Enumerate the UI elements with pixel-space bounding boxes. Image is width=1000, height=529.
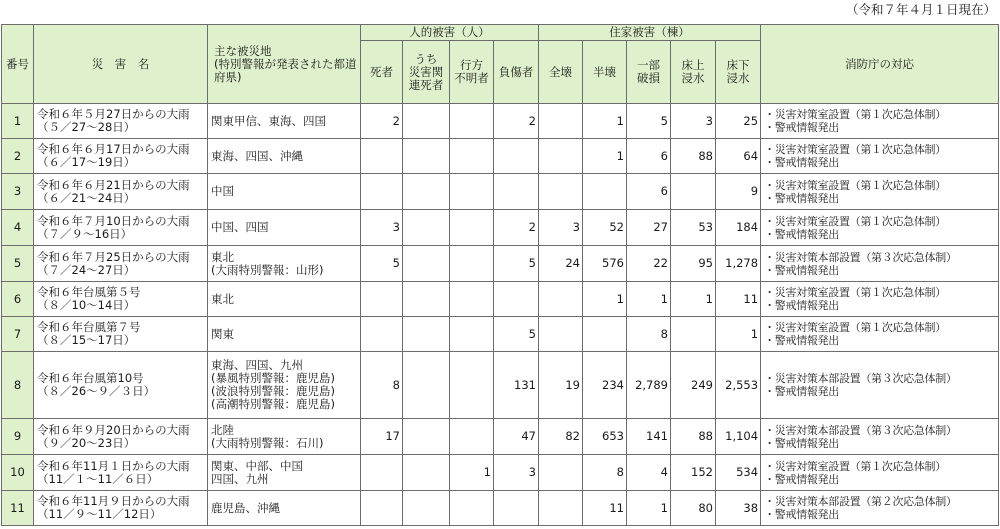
fdma-response: ・災害対策室設置（第１次応急体制） ・警戒情報発出 <box>761 104 999 139</box>
affected-area: 中国 <box>208 174 361 210</box>
missing-count <box>450 317 494 352</box>
header-housing-damage: 住家被害（棟） <box>539 25 761 41</box>
fdma-response: ・災害対策室設置（第１次応急体制） ・警戒情報発出 <box>761 174 999 210</box>
injured-count <box>494 139 539 174</box>
disaster-name: 令和６年５月27日からの大雨 （５／27～28日） <box>34 104 208 139</box>
related-dead-count <box>403 210 450 246</box>
table-row <box>2 246 999 282</box>
partial-damage-count: 27 <box>627 210 671 246</box>
above-floor-flood-count: 95 <box>671 246 716 282</box>
row-number: 5 <box>2 246 34 282</box>
injured-count: 2 <box>494 104 539 139</box>
affected-area: 北陸 (大雨特別警報：石川) <box>208 419 361 455</box>
missing-count <box>450 210 494 246</box>
injured-count <box>494 282 539 317</box>
dead-count <box>361 139 403 174</box>
row-number: 1 <box>2 104 34 139</box>
missing-count <box>450 104 494 139</box>
disaster-name: 令和６年台風第７号 （８／15～17日） <box>34 317 208 352</box>
above-floor-flood-count: 88 <box>671 419 716 455</box>
related-dead-count <box>403 139 450 174</box>
header-missing: 行方 不明者 <box>450 41 494 104</box>
below-floor-flood-count: 2,553 <box>716 352 761 419</box>
disaster-name: 令和６年７月10日からの大雨 （７／９～16日） <box>34 210 208 246</box>
half-destroyed-count: 1 <box>583 282 627 317</box>
row-number: 8 <box>2 352 34 419</box>
fdma-response: ・災害対策室設置（第１次応急体制） ・警戒情報発出 <box>761 282 999 317</box>
dead-count: 5 <box>361 246 403 282</box>
related-dead-count <box>403 246 450 282</box>
fdma-response: ・災害対策本部設置（第２次応急体制） ・警戒情報発出 <box>761 491 999 526</box>
half-destroyed-count: 234 <box>583 352 627 419</box>
above-floor-flood-count: 3 <box>671 104 716 139</box>
below-floor-flood-count: 184 <box>716 210 761 246</box>
header-below-floor: 床下 浸水 <box>716 41 761 104</box>
affected-area: 中国、四国 <box>208 210 361 246</box>
affected-area: 関東甲信、東海、四国 <box>208 104 361 139</box>
half-destroyed-count: 11 <box>583 491 627 526</box>
partial-damage-count: 22 <box>627 246 671 282</box>
partial-damage-count: 5 <box>627 104 671 139</box>
partial-damage-count: 2,789 <box>627 352 671 419</box>
injured-count <box>494 174 539 210</box>
affected-area: 鹿児島、沖縄 <box>208 491 361 526</box>
above-floor-flood-count: 249 <box>671 352 716 419</box>
row-number: 10 <box>2 455 34 491</box>
row-number: 9 <box>2 419 34 455</box>
disaster-name: 令和６年台風第10号 （８／26～９／３日） <box>34 352 208 419</box>
affected-area: 関東 <box>208 317 361 352</box>
table-row <box>2 282 999 317</box>
above-floor-flood-count: 1 <box>671 282 716 317</box>
injured-count: 5 <box>494 246 539 282</box>
dead-count <box>361 282 403 317</box>
injured-count: 131 <box>494 352 539 419</box>
above-floor-flood-count: 80 <box>671 491 716 526</box>
table-row <box>2 455 999 491</box>
row-number: 2 <box>2 139 34 174</box>
missing-count <box>450 174 494 210</box>
below-floor-flood-count: 11 <box>716 282 761 317</box>
fdma-response: ・災害対策室設置（第１次応急体制） ・警戒情報発出 <box>761 455 999 491</box>
fdma-response: ・災害対策本部設置（第３次応急体制） ・警戒情報発出 <box>761 352 999 419</box>
below-floor-flood-count: 1,278 <box>716 246 761 282</box>
dead-count <box>361 317 403 352</box>
missing-count <box>450 139 494 174</box>
fdma-response: ・災害対策本部設置（第３次応急体制） ・警戒情報発出 <box>761 246 999 282</box>
related-dead-count <box>403 174 450 210</box>
partial-damage-count: 1 <box>627 282 671 317</box>
partial-damage-count: 141 <box>627 419 671 455</box>
below-floor-flood-count: 38 <box>716 491 761 526</box>
fully-destroyed-count: 82 <box>539 419 583 455</box>
below-floor-flood-count: 25 <box>716 104 761 139</box>
injured-count: 5 <box>494 317 539 352</box>
fully-destroyed-count <box>539 139 583 174</box>
disaster-name: 令和６年11月１日からの大雨 （11／１～11／６日） <box>34 455 208 491</box>
header-no: 番号 <box>2 25 34 104</box>
affected-area: 東海、四国、沖縄 <box>208 139 361 174</box>
dead-count: 2 <box>361 104 403 139</box>
half-destroyed-count: 52 <box>583 210 627 246</box>
above-floor-flood-count <box>671 174 716 210</box>
dead-count <box>361 455 403 491</box>
fully-destroyed-count <box>539 104 583 139</box>
half-destroyed-count: 1 <box>583 139 627 174</box>
fully-destroyed-count <box>539 174 583 210</box>
missing-count <box>450 491 494 526</box>
related-dead-count <box>403 352 450 419</box>
header-related-dead: うち 災害関 連死者 <box>403 41 450 104</box>
disaster-name: 令和６年６月21日からの大雨 （６／21～24日） <box>34 174 208 210</box>
header-dead: 死者 <box>361 41 403 104</box>
header-human-damage: 人的被害（人） <box>361 25 539 41</box>
affected-area: 東海、四国、九州 (暴風特別警報：鹿児島) (波浪特別警報：鹿児島) (高潮特別警報：鹿児島) <box>208 352 361 419</box>
table-row <box>2 210 999 246</box>
missing-count <box>450 246 494 282</box>
above-floor-flood-count: 152 <box>671 455 716 491</box>
below-floor-flood-count: 9 <box>716 174 761 210</box>
half-destroyed-count: 576 <box>583 246 627 282</box>
disaster-name: 令和６年７月25日からの大雨 （７／24～27日） <box>34 246 208 282</box>
disaster-name: 令和６年台風第５号 （８／10～14日） <box>34 282 208 317</box>
partial-damage-count: 6 <box>627 174 671 210</box>
fully-destroyed-count <box>539 317 583 352</box>
half-destroyed-count: 1 <box>583 104 627 139</box>
affected-area: 東北 (大雨特別警報：山形) <box>208 246 361 282</box>
fdma-response: ・災害対策室設置（第１次応急体制） ・警戒情報発出 <box>761 317 999 352</box>
header-half-destroyed: 半壊 <box>583 41 627 104</box>
partial-damage-count: 1 <box>627 491 671 526</box>
above-floor-flood-count: 88 <box>671 139 716 174</box>
header-full-destroyed: 全壊 <box>539 41 583 104</box>
related-dead-count <box>403 282 450 317</box>
partial-damage-count: 6 <box>627 139 671 174</box>
header-above-floor: 床上 浸水 <box>671 41 716 104</box>
below-floor-flood-count: 64 <box>716 139 761 174</box>
dead-count: 3 <box>361 210 403 246</box>
fdma-response: ・災害対策室設置（第１次応急体制） ・警戒情報発出 <box>761 139 999 174</box>
dead-count: 8 <box>361 352 403 419</box>
half-destroyed-count <box>583 174 627 210</box>
below-floor-flood-count: 1 <box>716 317 761 352</box>
injured-count <box>494 491 539 526</box>
table-row <box>2 317 999 352</box>
disaster-name: 令和６年６月17日からの大雨 （６／17～19日） <box>34 139 208 174</box>
header-injured: 負傷者 <box>494 41 539 104</box>
above-floor-flood-count <box>671 317 716 352</box>
dead-count <box>361 174 403 210</box>
disaster-name: 令和６年９月20日からの大雨 （９／20～23日） <box>34 419 208 455</box>
row-number: 11 <box>2 491 34 526</box>
related-dead-count <box>403 104 450 139</box>
injured-count: 2 <box>494 210 539 246</box>
related-dead-count <box>403 491 450 526</box>
partial-damage-count: 4 <box>627 455 671 491</box>
row-number: 3 <box>2 174 34 210</box>
half-destroyed-count: 8 <box>583 455 627 491</box>
related-dead-count <box>403 419 450 455</box>
dead-count: 17 <box>361 419 403 455</box>
row-number: 6 <box>2 282 34 317</box>
fully-destroyed-count <box>539 282 583 317</box>
related-dead-count <box>403 317 450 352</box>
missing-count <box>450 352 494 419</box>
table-row <box>2 139 999 174</box>
affected-area: 関東、中部、中国 四国、九州 <box>208 455 361 491</box>
fdma-response: ・災害対策本部設置（第３次応急体制） ・警戒情報発出 <box>761 419 999 455</box>
related-dead-count <box>403 455 450 491</box>
table-row <box>2 419 999 455</box>
dead-count <box>361 491 403 526</box>
below-floor-flood-count: 1,104 <box>716 419 761 455</box>
row-number: 7 <box>2 317 34 352</box>
fully-destroyed-count: 3 <box>539 210 583 246</box>
above-floor-flood-count: 53 <box>671 210 716 246</box>
header-partial-damage: 一部 破損 <box>627 41 671 104</box>
disaster-table <box>1 24 999 526</box>
affected-area: 東北 <box>208 282 361 317</box>
row-number: 4 <box>2 210 34 246</box>
below-floor-flood-count: 534 <box>716 455 761 491</box>
disaster-name: 令和６年11月９日からの大雨 （11／９～11／12日） <box>34 491 208 526</box>
table-row <box>2 104 999 139</box>
missing-count: 1 <box>450 455 494 491</box>
table-row <box>2 491 999 526</box>
missing-count <box>450 282 494 317</box>
missing-count <box>450 419 494 455</box>
half-destroyed-count <box>583 317 627 352</box>
fully-destroyed-count: 24 <box>539 246 583 282</box>
fully-destroyed-count <box>539 491 583 526</box>
injured-count: 47 <box>494 419 539 455</box>
fully-destroyed-count: 19 <box>539 352 583 419</box>
fully-destroyed-count <box>539 455 583 491</box>
injured-count: 3 <box>494 455 539 491</box>
header-response: 消防庁の対応 <box>761 25 999 104</box>
as-of-date: （令和７年４月１日現在） <box>845 2 996 17</box>
fdma-response: ・災害対策室設置（第１次応急体制） ・警戒情報発出 <box>761 210 999 246</box>
table-row <box>2 352 999 419</box>
half-destroyed-count: 653 <box>583 419 627 455</box>
header-area: 主な被災地 (特別警報が発表された都道府県) <box>208 25 361 104</box>
table-row <box>2 174 999 210</box>
partial-damage-count: 8 <box>627 317 671 352</box>
header-name: 災 害 名 <box>34 25 208 104</box>
